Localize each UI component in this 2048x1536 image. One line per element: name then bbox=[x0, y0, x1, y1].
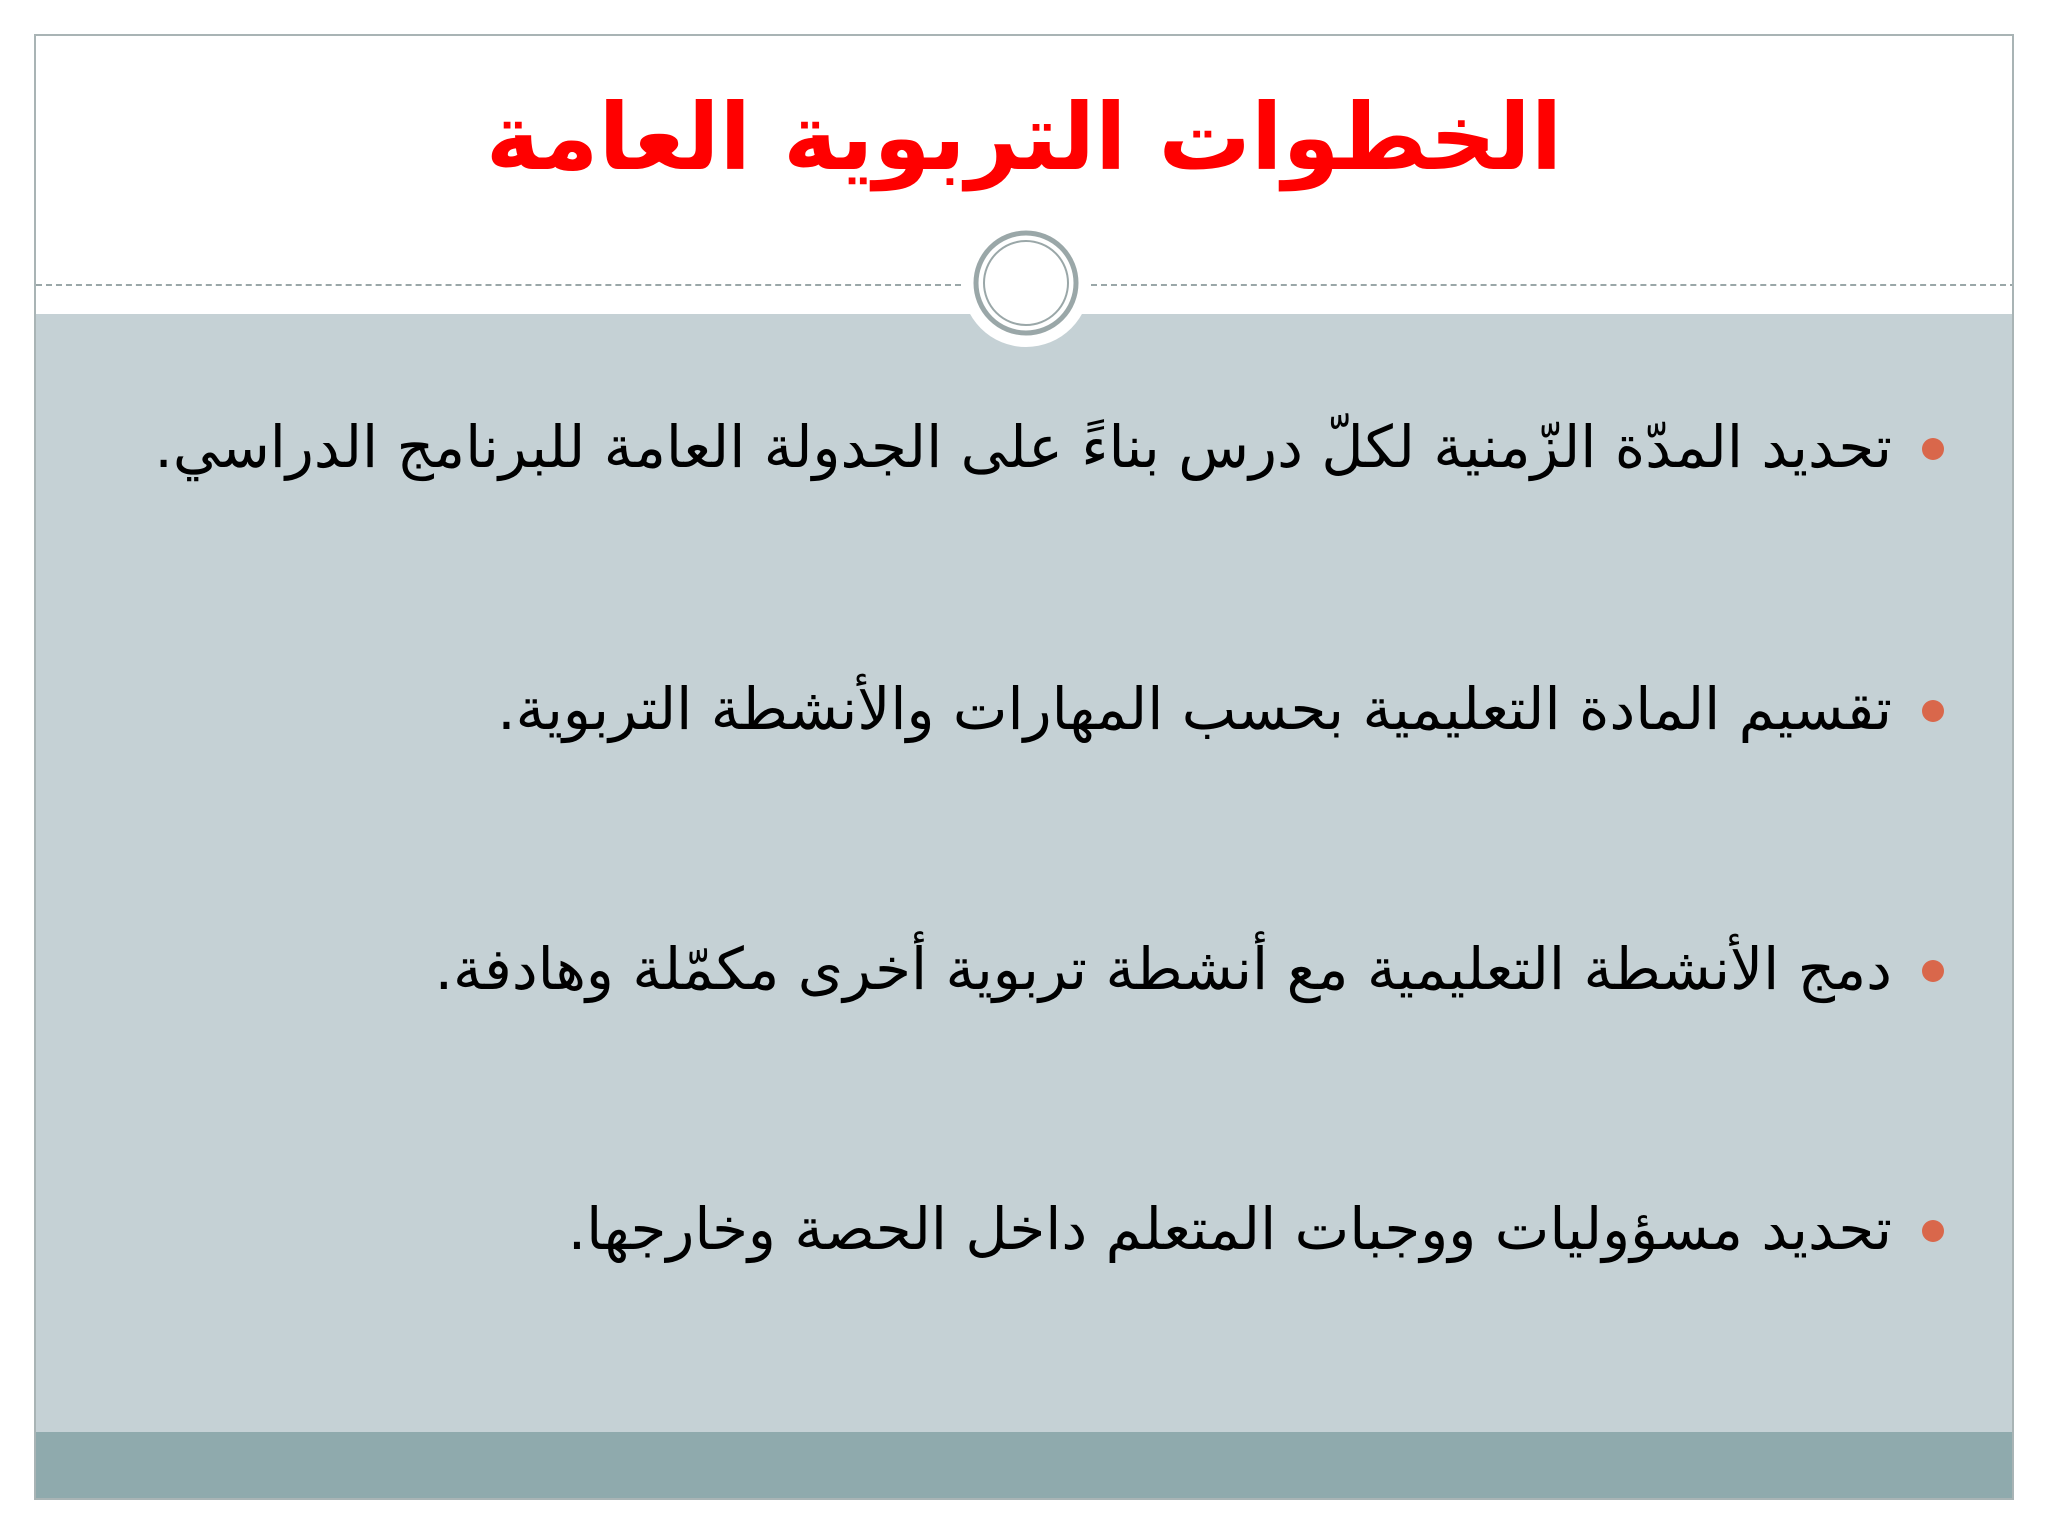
bullet-dot-icon bbox=[1922, 1220, 1944, 1242]
bullet-item bbox=[82, 1173, 1952, 1285]
bullet-item bbox=[82, 391, 1952, 503]
ring-ornament-icon bbox=[960, 217, 1092, 349]
bullet-list bbox=[82, 391, 1952, 1285]
slide-title: الخطوات التربوية العامة bbox=[485, 84, 1563, 191]
slide bbox=[34, 34, 2014, 1500]
bullet-text: تقسيم المادة التعليمية بحسب المهارات والأنشطة التربوية. bbox=[497, 675, 1892, 743]
divider-right bbox=[1091, 284, 2014, 286]
divider-left bbox=[36, 284, 961, 286]
bullet-dot-icon bbox=[1922, 700, 1944, 722]
bullet-text: تحديد المدّة الزّمنية لكلّ درس بناءً على الجدولة العامة للبرنامج الدراسي. bbox=[154, 413, 1892, 481]
footer-band bbox=[36, 1432, 2012, 1500]
bullet-text: دمج الأنشطة التعليمية مع أنشطة تربوية أخرى مكمّلة وهادفة. bbox=[434, 935, 1892, 1003]
bullet-dot-icon bbox=[1922, 438, 1944, 460]
bullet-text: تحديد مسؤوليات ووجبات المتعلم داخل الحصة وخارجها. bbox=[567, 1195, 1892, 1263]
bullet-item bbox=[82, 913, 1952, 1025]
bullet-item bbox=[82, 653, 1952, 765]
bullet-dot-icon bbox=[1922, 960, 1944, 982]
